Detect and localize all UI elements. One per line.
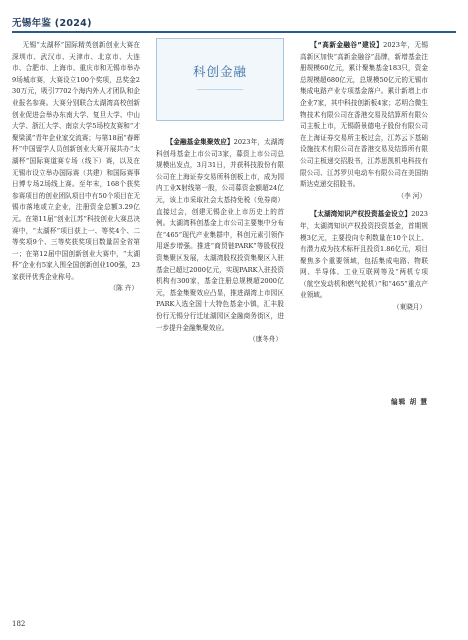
author-signature: （東晓月） — [393, 303, 426, 312]
header-divider — [12, 31, 456, 33]
article-paragraph — [156, 137, 284, 334]
section-banner-title: 科创金融 — [192, 64, 247, 79]
editor-credit: 编辑 胡 慧 — [391, 398, 428, 406]
page-number: 182 — [12, 620, 26, 628]
article-heading: 【太湖湾知识产权投资基金设立】 — [310, 210, 412, 219]
section-banner — [156, 38, 284, 121]
article-paragraph: 无锡“太湖杯”国际精英创新创业大赛在深圳市、武汉市、天津市、北京市、大连市、合肥市、上海市、重庆市和无锡市举办9场城市赛，大赛设立100个奖项，总奖金230万元，吸引7702个海内外人才团队和企业报名参赛。大赛分别联合太湖湾高校创新创业促进会举办东南大学、复旦大学、中山大学、浙江大学、南京大学5场校友赛和“才聚梁溪”青年企业家交流赛；与第18届“春晖杯”中国留学人员创新创业大赛开展共办“太湖杯”国际赛道赛专场（线下）赛，以及在无锡市设立举办国际赛（共建）和国际赛事日博专场2场线上赛。至年末，168个获奖参赛项目的创业团队项目中有50个项目在无锡市落地或立企业，注册资金总额3.29亿元。在第11届“创业江苏”科技创业大赛总决赛中，“太湖杯”项目获上一、等奖4个、二等奖项9个、三等奖获奖项目数量居全省第一；在第12届中国创新创业大赛中，“太湖杯”企业有5家入围全国创新创业100强，23家获评优秀企业称号。 — [12, 41, 140, 281]
column-right — [300, 40, 428, 314]
column-middle — [156, 40, 284, 346]
author-signature: （陈 卉） — [109, 284, 138, 293]
article-paragraph — [300, 209, 428, 302]
article-heading: 【金融基金集聚效应】 — [166, 138, 234, 146]
article-heading: 【“高新金融谷”建设】 — [310, 41, 384, 49]
page-header — [0, 0, 468, 32]
article-body: 2023年，无锡高新区加快“高新金融谷”品牌，新增基金注册规模60亿元，累计聚集基金183只，资金总规模超680亿元，总规模50亿元的无锡市集成电路产业专项基金落户。累计新增上市企业7家，其中科技创新板4家；芯明合微生物技术有限公司在香港交易及结算所有限公司主板上市，无锡蔚景德电子股份有限公司在上海证券交易所主板过会，江苏云下基础设施技术有限公司在香港交易及结算所有限公司主板递交招股书，江苏思凯机电科技有限公司、江苏罗贝电动车有限公司在美国纳斯达克递交招股书。 — [300, 41, 429, 189]
article-body: 2023年，太湖湾科创母基金上市公司3家，募资上市公司总规模出发点，3月31日，并获科技股份有限公司在上海证券交易所科创板上市，成为园内工业X射线第一股，公司募资金额超24亿元，该上市采取社会太基持免税（免券商）直接过会，创建无锡企业上市历史上的首例。太湖湾科创基金上市公司主要集中分布在“465”现代产业集群中，科创元素引领作用逐步增强。推进“商贸链PARK”等股权投资集聚区发展，太湖湾股权投资集聚区入驻基金已超过2000亿元，实现PARK入驻投资机构有300家，基金注册总规模超2000亿元，基金集聚效应凸显，推进湖湾上市园区PARK入选全国十大特色基金小镇，汇丰股份行无锡分行迁址湖园区金融商务街区，进一步提升金融集聚效应。 — [156, 138, 285, 332]
article-body: 2023年，太湖湾知识产权投资投资基金，首期规模3亿元，主要投向专利数量在10个以上、有潜力成为技术标杆且投资1.86亿元，项目聚焦多个重要领域，包括集成电路、物联网、半导体、工业互联网等及“两机专项（航空发动机和燃气轮机）”和“465”重点产业领域。 — [300, 210, 428, 300]
author-signature: （李 河） — [397, 191, 426, 200]
running-head-title: 无锡年鉴 (2024) — [12, 18, 92, 29]
section-banner-underline — [197, 89, 243, 90]
article-paragraph — [300, 40, 428, 191]
column-left — [12, 40, 140, 295]
author-signature: （康冬舟） — [249, 335, 282, 344]
